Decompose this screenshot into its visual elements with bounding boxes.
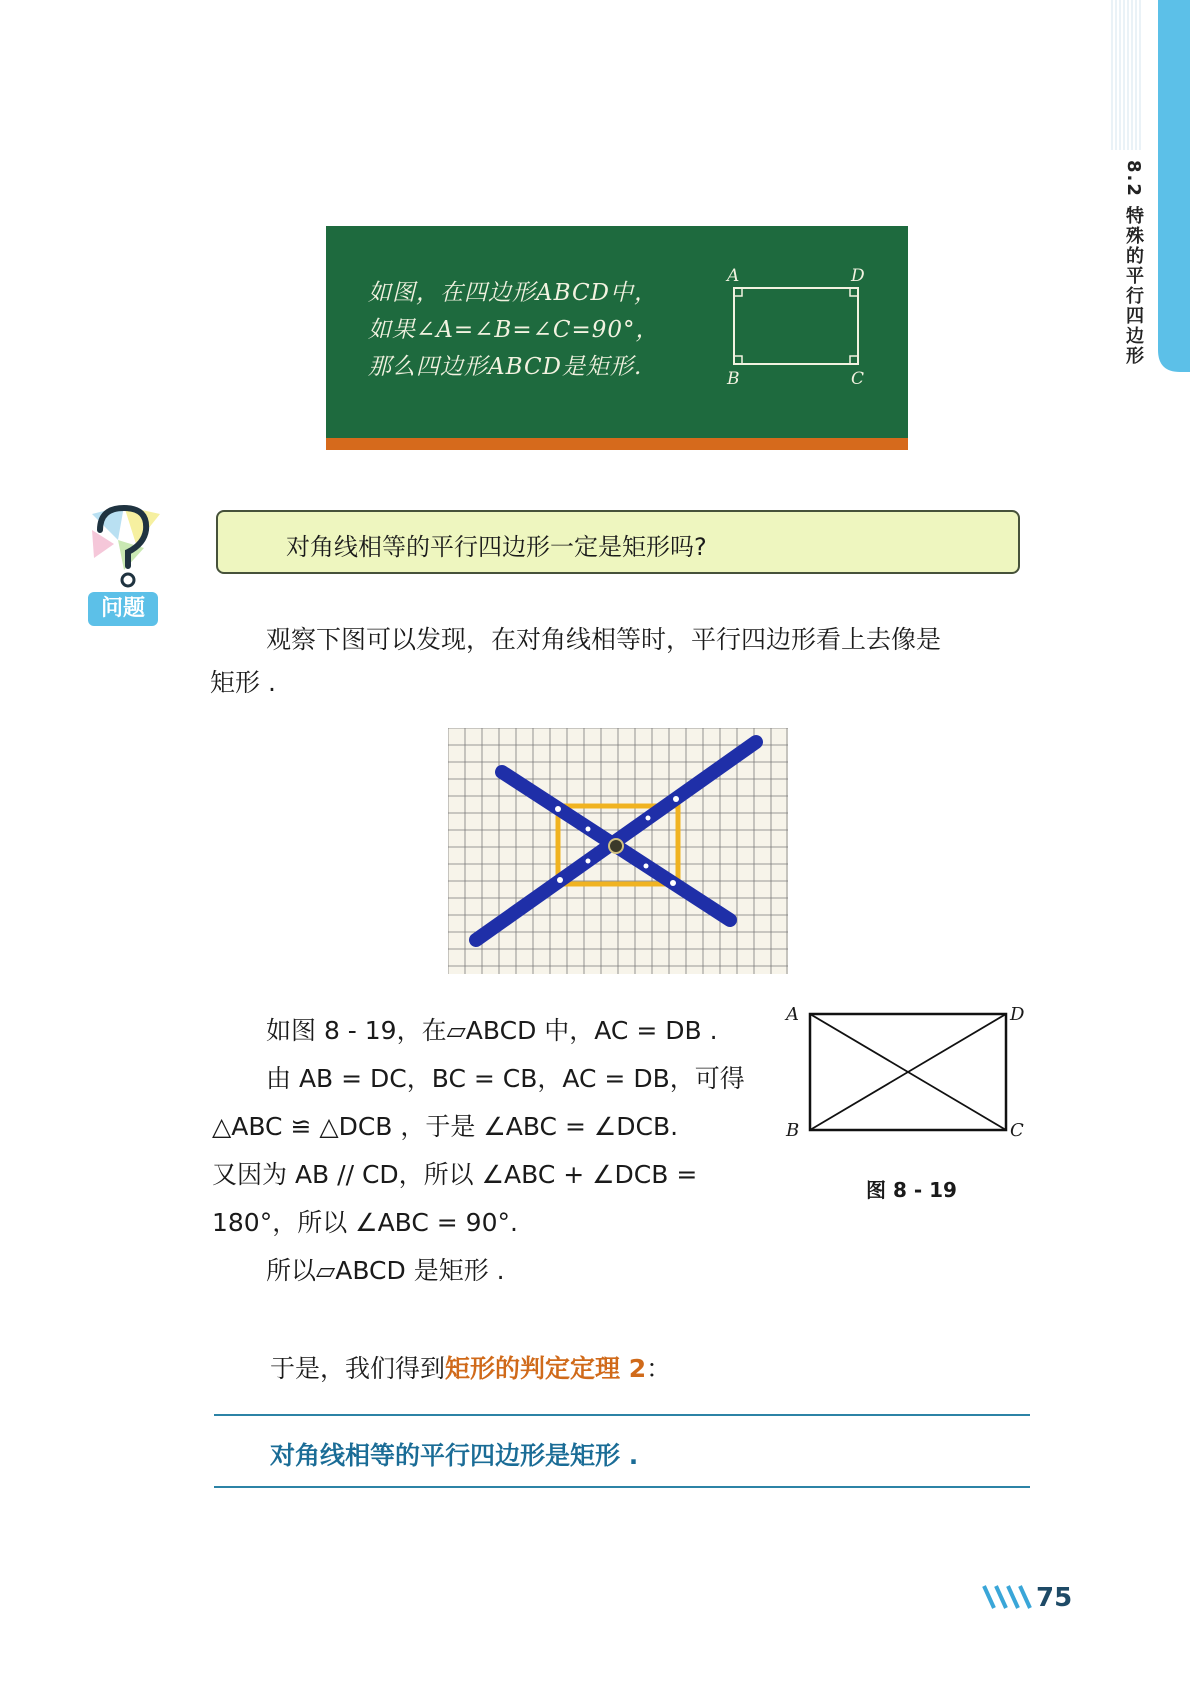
figure-vertex-b: B: [786, 1120, 800, 1141]
question-text: 对角线相等的平行四边形一定是矩形吗?: [286, 533, 707, 561]
board-vertex-b: B: [727, 369, 740, 389]
proof-line: 所以▱ABCD 是矩形 .: [266, 1256, 505, 1285]
proof-line: 由 AB = DC，BC = CB，AC = DB，可得: [266, 1064, 745, 1093]
intro-line: 观察下图可以发现，在对角线相等时，平行四边形看上去像是: [266, 625, 942, 654]
figure-caption: 图 8 - 19: [866, 1178, 957, 1202]
theorem-statement: 对角线相等的平行四边形是矩形 .: [270, 1441, 639, 1470]
theorem-rule-bottom: [214, 1486, 1030, 1488]
intro-line: 矩形 .: [210, 668, 276, 697]
figure-vertex-d: D: [1010, 1004, 1025, 1025]
board-vertex-d: D: [851, 266, 865, 286]
page-number: 75: [1036, 1583, 1073, 1613]
grid-sticks-photo: [448, 728, 788, 974]
figure-vertex-a: A: [786, 1004, 799, 1025]
proof-line: 又因为 AB // CD，所以 ∠ABC + ∠DCB =: [212, 1160, 698, 1189]
board-vertex-c: C: [851, 369, 865, 389]
proof-line: △ABC ≌ △DCB ，于是 ∠ABC = ∠DCB.: [212, 1112, 679, 1141]
board-vertex-a: A: [727, 266, 740, 286]
proof-line: 180°，所以 ∠ABC = 90°.: [212, 1208, 518, 1237]
proof-line: 如图 8 - 19，在▱ABCD 中，AC = DB .: [266, 1016, 718, 1045]
board-text-line: 如果∠A=∠B=∠C=90°，: [368, 317, 660, 343]
theorem-intro: [270, 1354, 671, 1384]
theorem-name: 矩形的判定定理 2: [445, 1354, 647, 1383]
rectangle-diagonals-figure: [790, 1000, 1030, 1150]
question-mark-icon: [84, 500, 164, 592]
question-tag: 问题: [88, 592, 158, 626]
board-text-line: 如图，在四边形ABCD中，: [368, 280, 658, 306]
page-stripes-icon: [982, 1584, 1032, 1610]
figure-vertex-c: C: [1010, 1120, 1024, 1141]
theorem-intro-text: 于是，我们得到: [270, 1354, 446, 1383]
board-text-line: 那么四边形ABCD是矩形.: [368, 354, 643, 380]
theorem-colon: ：: [646, 1354, 672, 1383]
section-label: 8.2 特殊的平行四边形: [1123, 160, 1144, 367]
theorem-rule-top: [214, 1414, 1030, 1416]
